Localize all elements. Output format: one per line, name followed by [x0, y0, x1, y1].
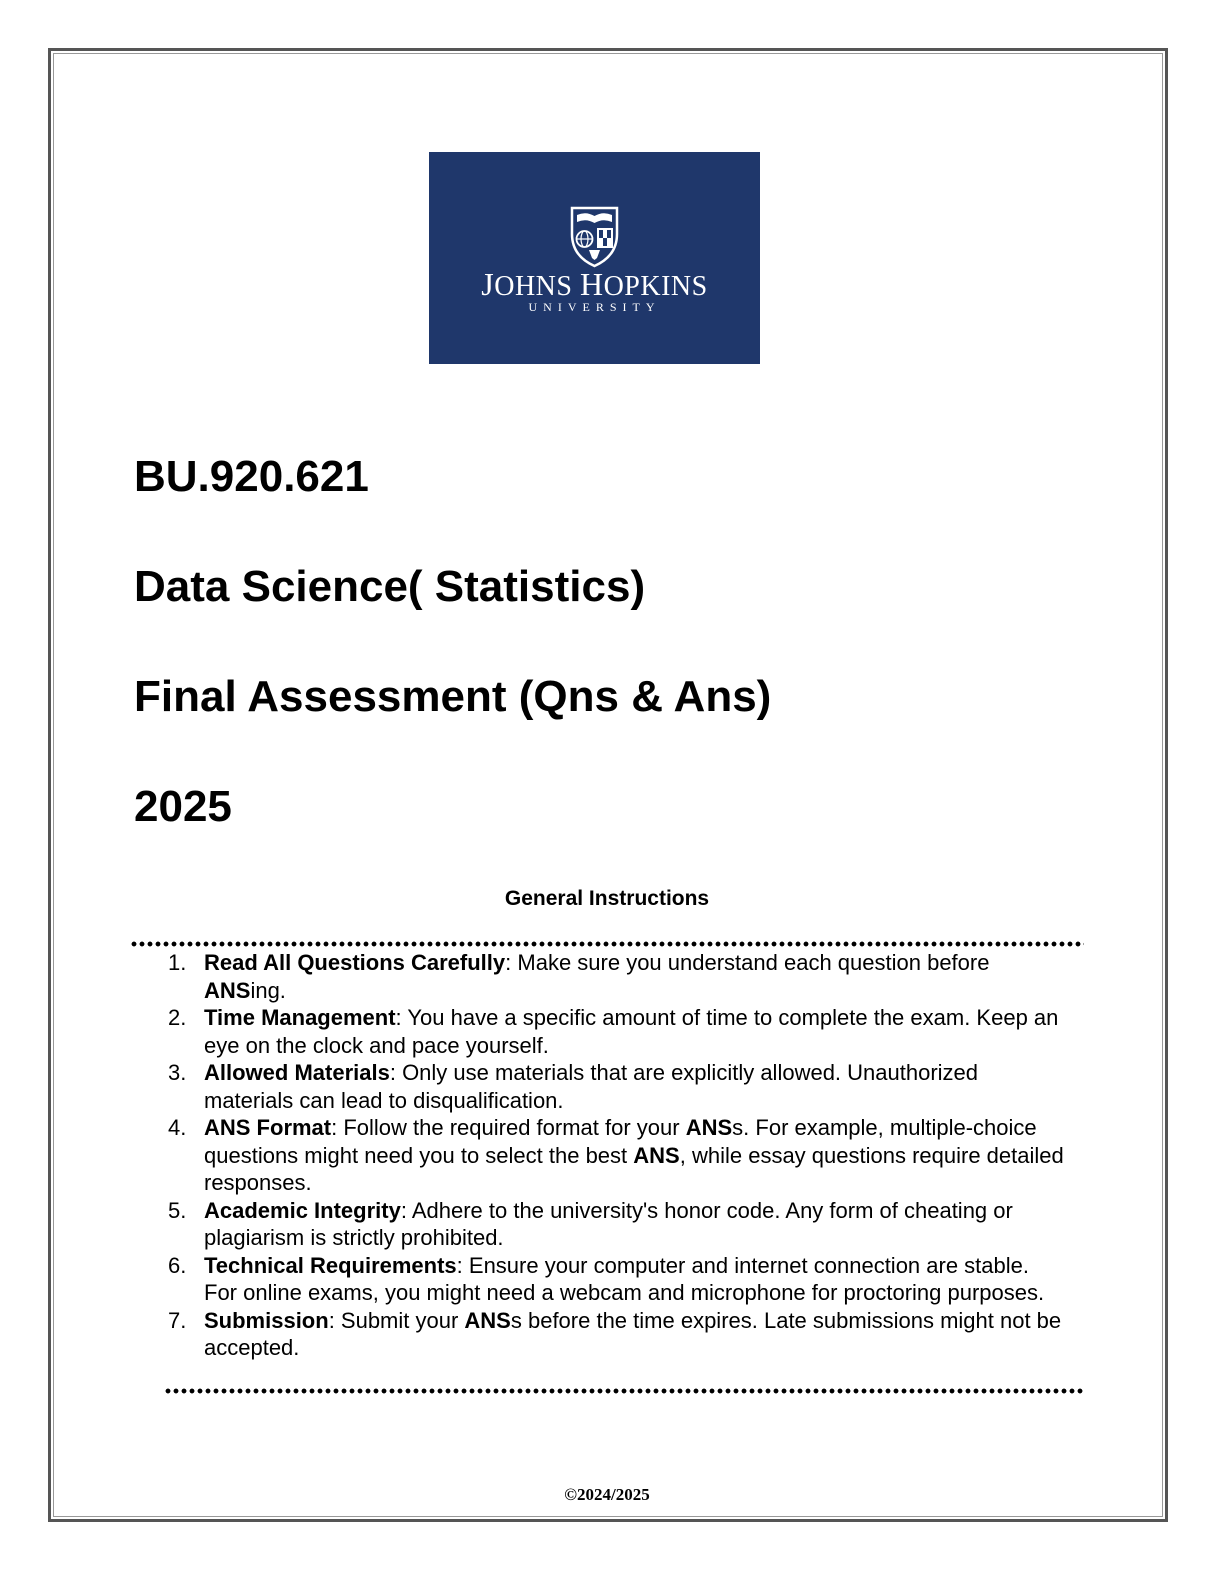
- instruction-bold-text: ANS: [685, 1115, 733, 1140]
- instruction-item: [164, 1252, 1064, 1307]
- dotted-divider-top: [130, 941, 1084, 947]
- instruction-number: 6.: [168, 1252, 187, 1278]
- course-code: BU.920.621: [134, 452, 369, 501]
- instruction-number: 4.: [168, 1115, 187, 1140]
- instruction-number: 3.: [168, 1060, 187, 1085]
- course-title: Data Science( Statistics): [134, 562, 646, 611]
- instruction-text: s. For example, multiple-choice questions might need you to select the best: [204, 1115, 1037, 1168]
- instruction-item: [164, 949, 1064, 1004]
- instruction-text: : Adhere to the university's honor code. Any form of cheating or plagiarism is strictly prohibited.: [204, 1197, 1013, 1250]
- instruction-text: : Ensure your computer and internet connection are stable. For online exams, you might need a webcam and microphone for proctoring purposes.: [204, 1252, 1045, 1305]
- instruction-bold-text: ANS: [633, 1142, 680, 1168]
- instruction-text: ing.: [250, 977, 286, 1003]
- university-shield-icon: [429, 152, 760, 364]
- instruction-bold-text: Academic Integrity: [204, 1197, 401, 1223]
- instruction-item: [164, 1059, 1064, 1114]
- instruction-item: [164, 1197, 1064, 1252]
- instruction-bold-text: Technical Requirements: [204, 1252, 457, 1278]
- instruction-bold-text: Read All Questions Carefully: [204, 950, 506, 975]
- university-logo: [429, 152, 760, 364]
- dotted-divider-bottom: [164, 1388, 1084, 1394]
- instruction-bold-text: Time Management: [204, 1005, 396, 1030]
- instruction-number: 7.: [168, 1307, 187, 1333]
- instruction-bold-text: ANS: [204, 977, 251, 1003]
- instruction-text: , while essay questions require detailed responses.: [204, 1142, 1064, 1195]
- instruction-item: [164, 1004, 1064, 1059]
- instruction-text: : Only use materials that are explicitly allowed. Unauthorized materials can lead to disqualification.: [204, 1060, 979, 1113]
- instruction-item: [164, 1114, 1064, 1197]
- instruction-text: : Make sure you understand each question before: [505, 950, 990, 975]
- instructions-heading: General Instructions: [504, 887, 710, 910]
- logo-subtitle: UNIVERSITY: [528, 300, 661, 314]
- instruction-number: 5.: [168, 1197, 187, 1223]
- instruction-text: : Submit your: [328, 1307, 465, 1333]
- instruction-text: s before the time expires. Late submissions might not be accepted.: [204, 1307, 1062, 1360]
- instruction-bold-text: Allowed Materials: [204, 1060, 390, 1085]
- instruction-text: : You have a specific amount of time to complete the exam. Keep an eye on the clock and pace yourself.: [204, 1005, 1059, 1058]
- instruction-bold-text: ANS Format: [204, 1115, 332, 1140]
- logo-wordmark: JOHNS HOPKINS: [481, 266, 708, 302]
- instruction-number: 2.: [168, 1005, 187, 1030]
- copyright-footer: ©2024/2025: [564, 1485, 650, 1504]
- instruction-number: 1.: [168, 950, 187, 975]
- assessment-title: Final Assessment (Qns & Ans): [134, 672, 772, 721]
- instruction-bold-text: ANS: [464, 1307, 511, 1333]
- instruction-bold-text: Submission: [204, 1307, 329, 1333]
- assessment-year: 2025: [134, 782, 232, 831]
- instruction-item: [164, 1307, 1064, 1362]
- instruction-text: : Follow the required format for your: [331, 1115, 686, 1140]
- instructions-list: [164, 949, 1064, 1362]
